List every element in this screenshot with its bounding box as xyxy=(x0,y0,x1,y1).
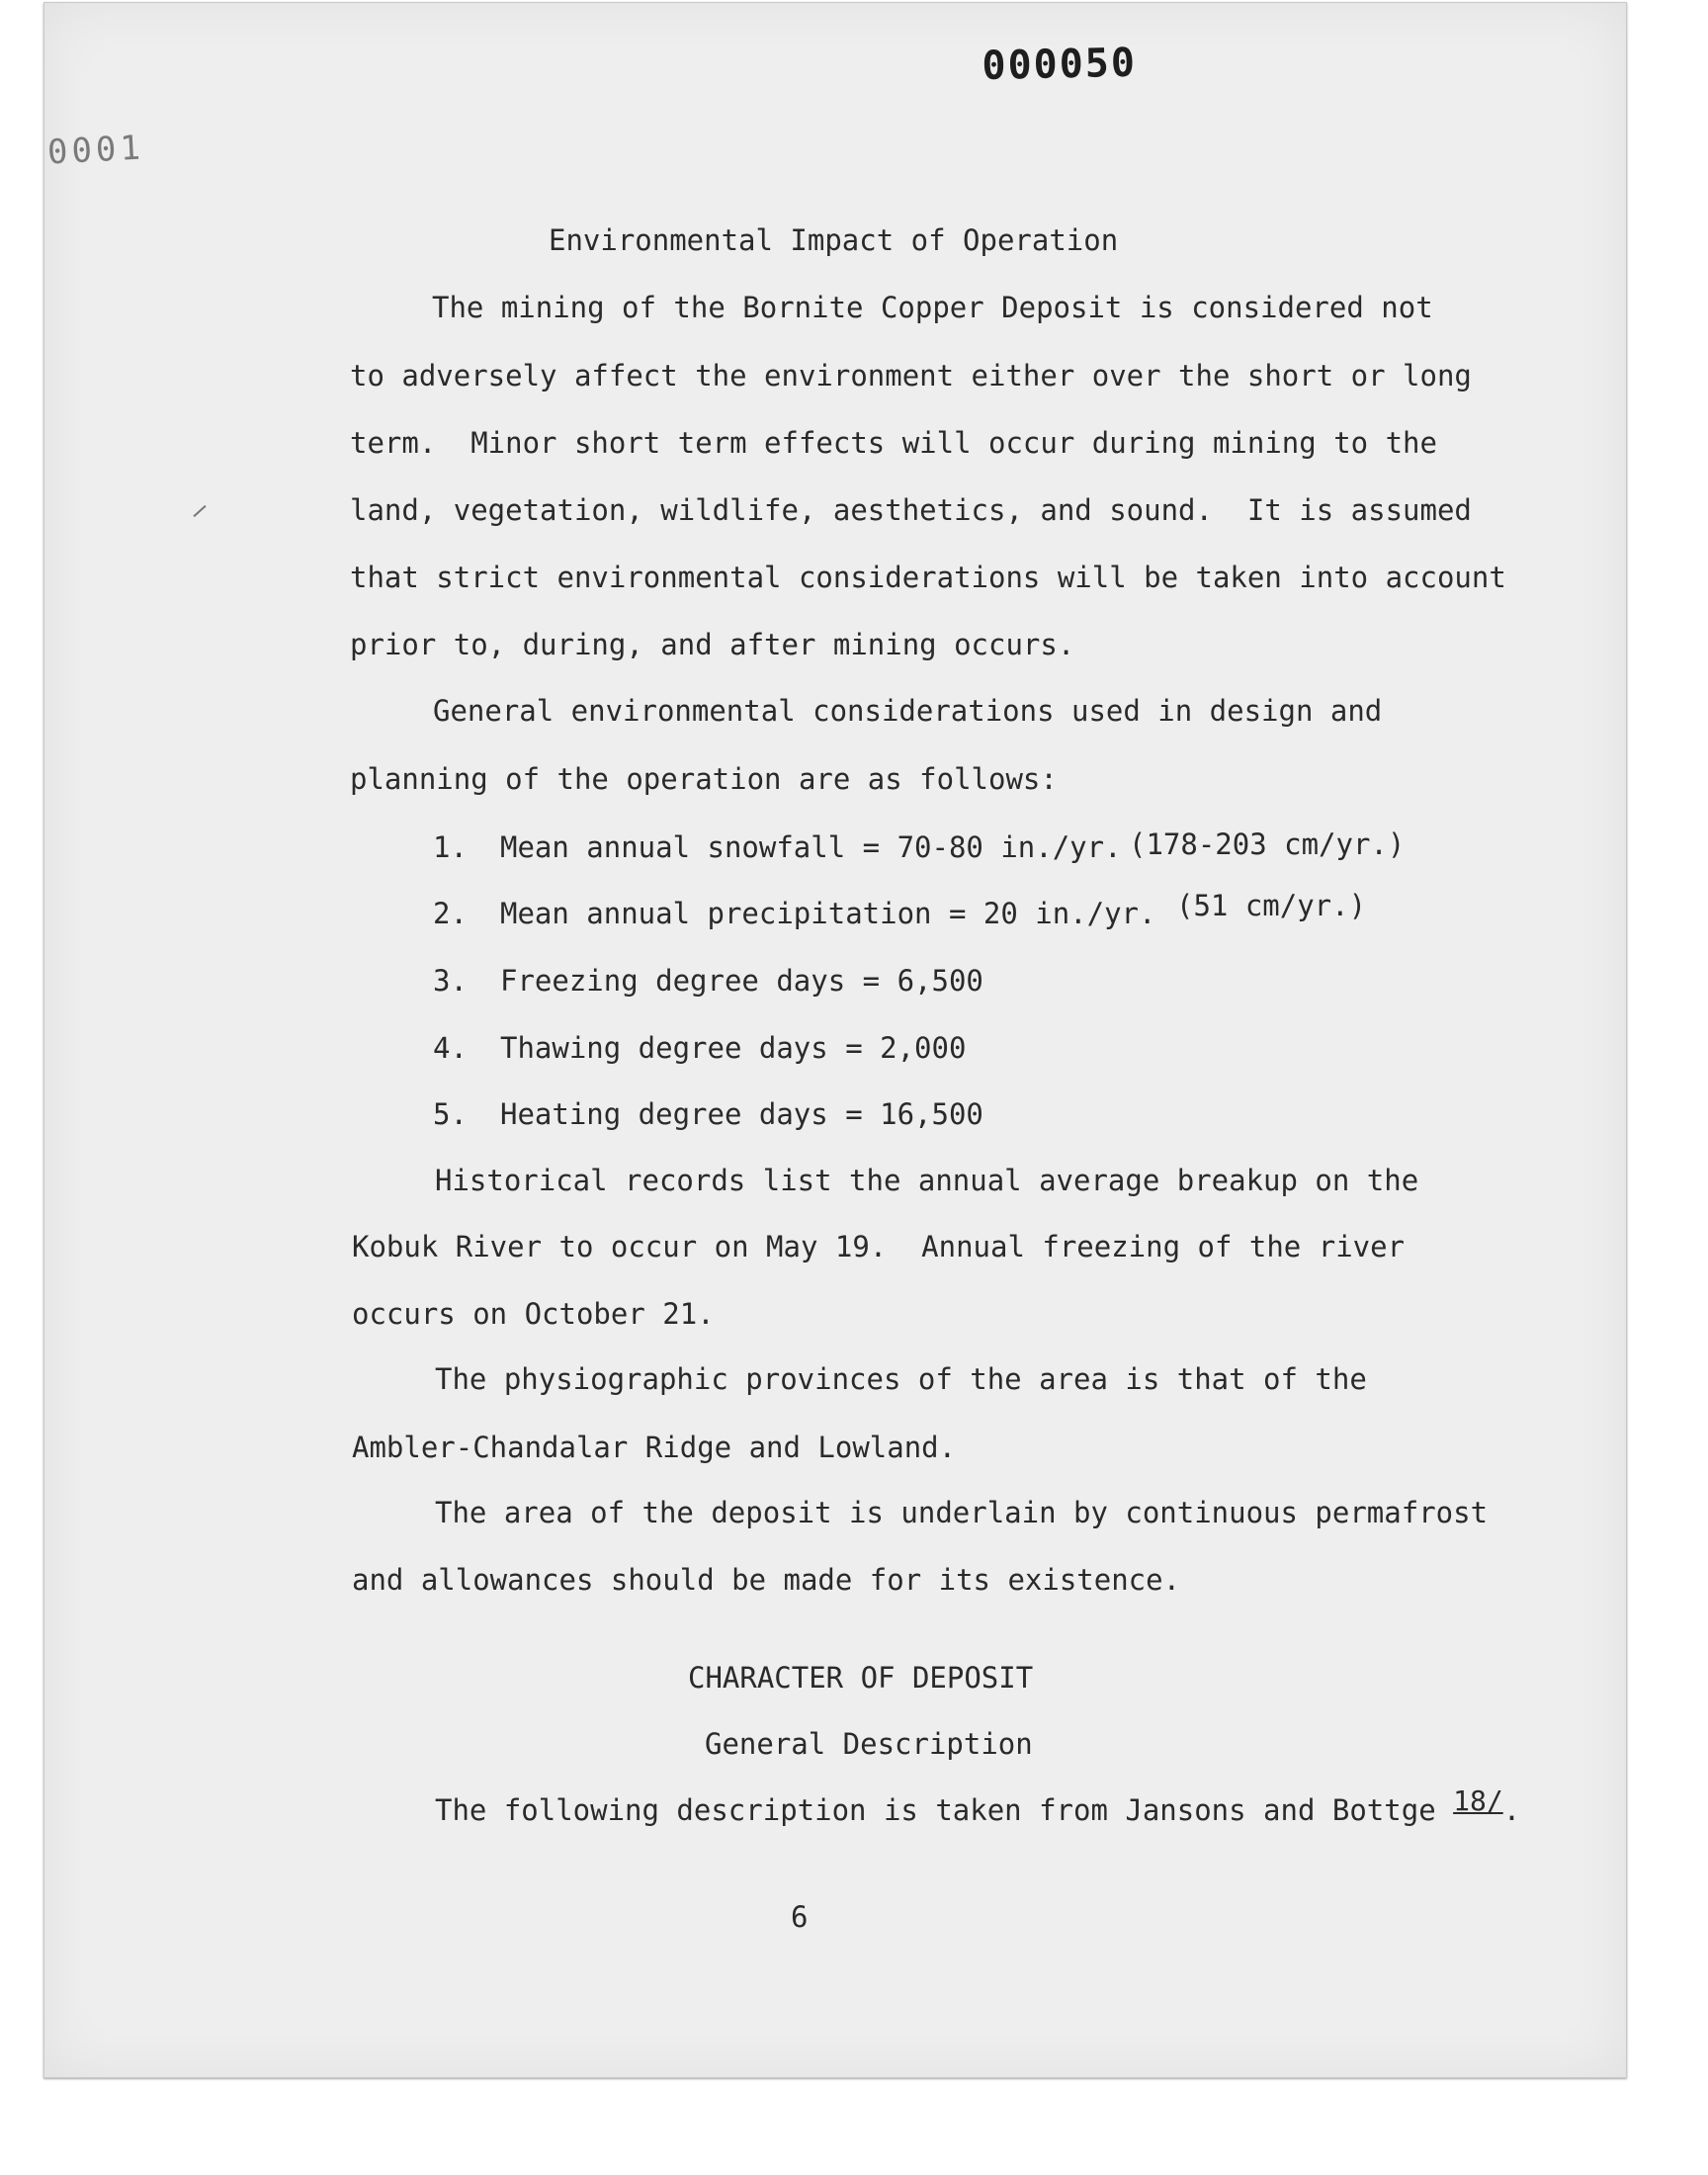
list-item-text: Freezing degree days = 6,500 xyxy=(500,964,983,998)
closing-period: . xyxy=(1502,1793,1521,1827)
paragraph-5-line-1: The area of the deposit is underlain by continuous permafrost xyxy=(435,1496,1489,1529)
list-item-text: Heating degree days = 16,500 xyxy=(500,1097,983,1131)
paragraph-1-line-4: land, vegetation, wildlife, aesthetics, and sound. It is assumed xyxy=(350,493,1472,527)
heading-character-of-deposit: CHARACTER OF DEPOSIT xyxy=(688,1661,1034,1695)
list-item-text: Mean annual precipitation = 20 in./yr. xyxy=(500,897,1156,930)
heading-general-description: General Description xyxy=(705,1727,1033,1761)
list-item-number: 2. xyxy=(433,897,468,930)
list-item-number: 3. xyxy=(433,964,468,998)
closing-text: The following description is taken from Jansons and Bottge xyxy=(435,1793,1454,1827)
paragraph-3-line-3: occurs on October 21. xyxy=(352,1297,715,1331)
closing-sentence xyxy=(435,1784,1521,1827)
list-item-text: Mean annual snowfall = 70-80 in./yr. xyxy=(500,830,1122,864)
paragraph-1-line-6: prior to, during, and after mining occurs. xyxy=(350,628,1075,661)
section-title: Environmental Impact of Operation xyxy=(549,223,1119,257)
list-item-metric: (51 cm/yr.) xyxy=(1176,889,1367,922)
paragraph-1-line-5: that strict environmental considerations will be taken into account xyxy=(350,561,1506,594)
paragraph-4-line-1: The physiographic provinces of the area is that of the xyxy=(435,1362,1367,1396)
margin-page-mark: 0001 xyxy=(46,128,145,173)
paragraph-1-line-2: to adversely affect the environment either over the short or long xyxy=(350,359,1472,392)
list-item-number: 4. xyxy=(433,1031,468,1065)
list-item-text: Thawing degree days = 2,000 xyxy=(500,1031,967,1065)
paragraph-1-line-3: term. Minor short term effects will occur during mining to the xyxy=(350,426,1437,460)
list-item-number: 5. xyxy=(433,1097,468,1131)
paragraph-5-line-2: and allowances should be made for its existence. xyxy=(352,1563,1181,1597)
paragraph-3-line-2: Kobuk River to occur on May 19. Annual freezing of the river xyxy=(352,1230,1406,1263)
page-number: 6 xyxy=(791,1900,809,1934)
list-item-number: 1. xyxy=(433,830,468,864)
list-item-metric: (178-203 cm/yr.) xyxy=(1129,827,1406,861)
paragraph-2-line-2: planning of the operation are as follows: xyxy=(350,762,1058,796)
paragraph-4-line-2: Ambler-Chandalar Ridge and Lowland. xyxy=(352,1431,957,1464)
paragraph-3-line-1: Historical records list the annual average breakup on the xyxy=(435,1164,1419,1197)
document-number-stamp: 000050 xyxy=(982,40,1138,89)
footnote-reference: 18/ xyxy=(1453,1784,1503,1817)
paragraph-2-line-1: General environmental considerations used in design and xyxy=(433,694,1383,728)
paragraph-1-line-1: The mining of the Bornite Copper Deposit is considered not xyxy=(432,291,1433,324)
